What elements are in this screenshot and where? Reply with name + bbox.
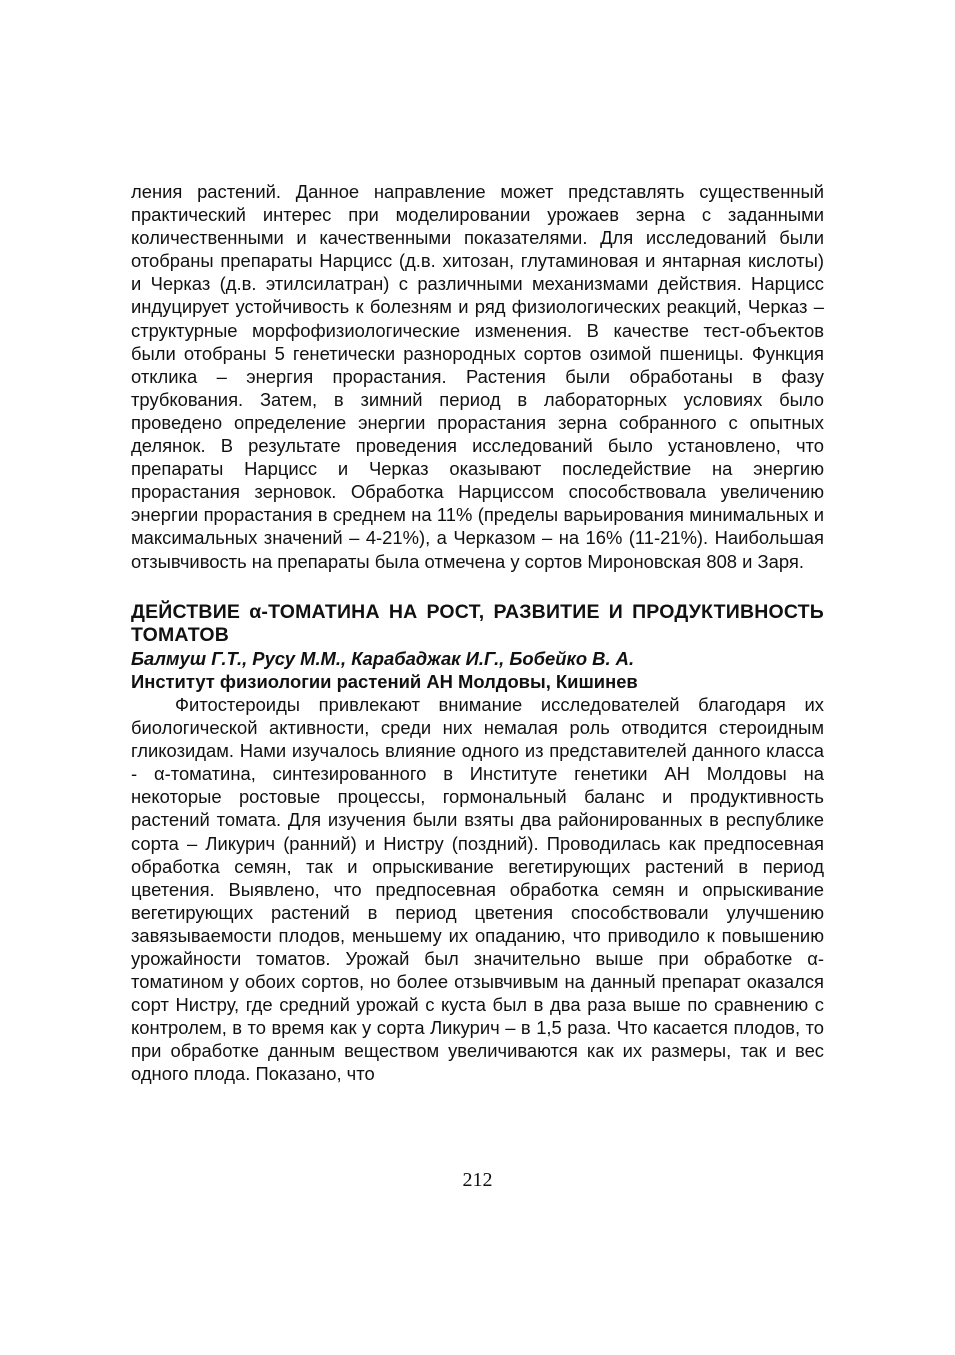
article-authors: Балмуш Г.Т., Русу М.М., Карабаджак И.Г., Бобейко В. А. xyxy=(131,647,635,669)
page-content xyxy=(131,180,824,1086)
article-title: ДЕЙСТВИЕ α-ТОМАТИНА НА РОСТ, РАЗВИТИЕ И ПРОДУКТИВНОСТЬ ТОМАТОВ xyxy=(131,600,824,646)
intro-paragraph: ления растений. Данное направление может представлять существенный практический интерес при моделировании урожаев зерна с заданными количественными и качественными показателями. Для исследований были отобраны препараты Нарцисс (д.в. хитозан, глутаминовая и янтарная кислоты) и Черказ (д.в. этилсилатран) с различными механизмами действия. Нарцисс индуцирует устойчивость к болезням и ряд физиологических реакций, Черказ – структурные морфофизиологические изменения. В качестве тест-объектов были отобраны 5 генетически разнородных сортов озимой пшеницы. Функция отклика – энергия прорастания. Растения были обработаны в фазу трубкования. Затем, в зимний период в лабораторных условиях было проведено определение энергии прорастания зерна собранного с опытных делянок. В результате проведения исследований было установлено, что препараты Нарцисс и Черказ оказывают последействие на энергию прорастания зерновок. Обработка Нарциссом способствовала увеличению энергии прорастания в среднем на 11% (пределы варьирования минимальных и максимальных значений – 4-21%), а Черказом – на 16% (11-21%). Наибольшая отзывчивость на препараты была отмечена у сортов Мироновская 808 и Заря. xyxy=(131,181,824,572)
page-number: 212 xyxy=(462,1169,493,1191)
article-body: Фитостероиды привлекают внимание исследователей благодаря их биологической активности, среди них немалая роль отводится стероидным гликозидам. Нами изучалось влияние одного из представителей данного класса - α-томатина, синтезированного в Институте генетики АН Молдовы на некоторые ростовые процессы, гормональный баланс и продуктивность растений томата. Для изучения были взяты два районированных в республике сорта – Ликурич (ранний) и Нистру (поздний). Проводилась как предпосевная обработка семян, так и опрыскивание вегетирующих растений в период цветения. Выявлено, что предпосевная обработка семян и опрыскивание вегетирующих растений в период цветения способствовали улучшению завязываемости плодов, меньшему их опаданию, что приводило к повышению урожайности томатов. Урожай был значительно выше при обработке α-томатином у обоих сортов, но более отзывчивым на данный препарат оказался сорт Нистру, где средний урожай с куста был в два раза выше по сравнению с контролем, в то время как у сорта Ликурич – в 1,5 раза. Что касается плодов, то при обработке данным веществом увеличиваются как их размеры, так и вес одного плода. Показано, что xyxy=(131,693,824,1085)
article-institute: Институт физиологии растений АН Молдовы, Кишинев xyxy=(131,670,638,692)
